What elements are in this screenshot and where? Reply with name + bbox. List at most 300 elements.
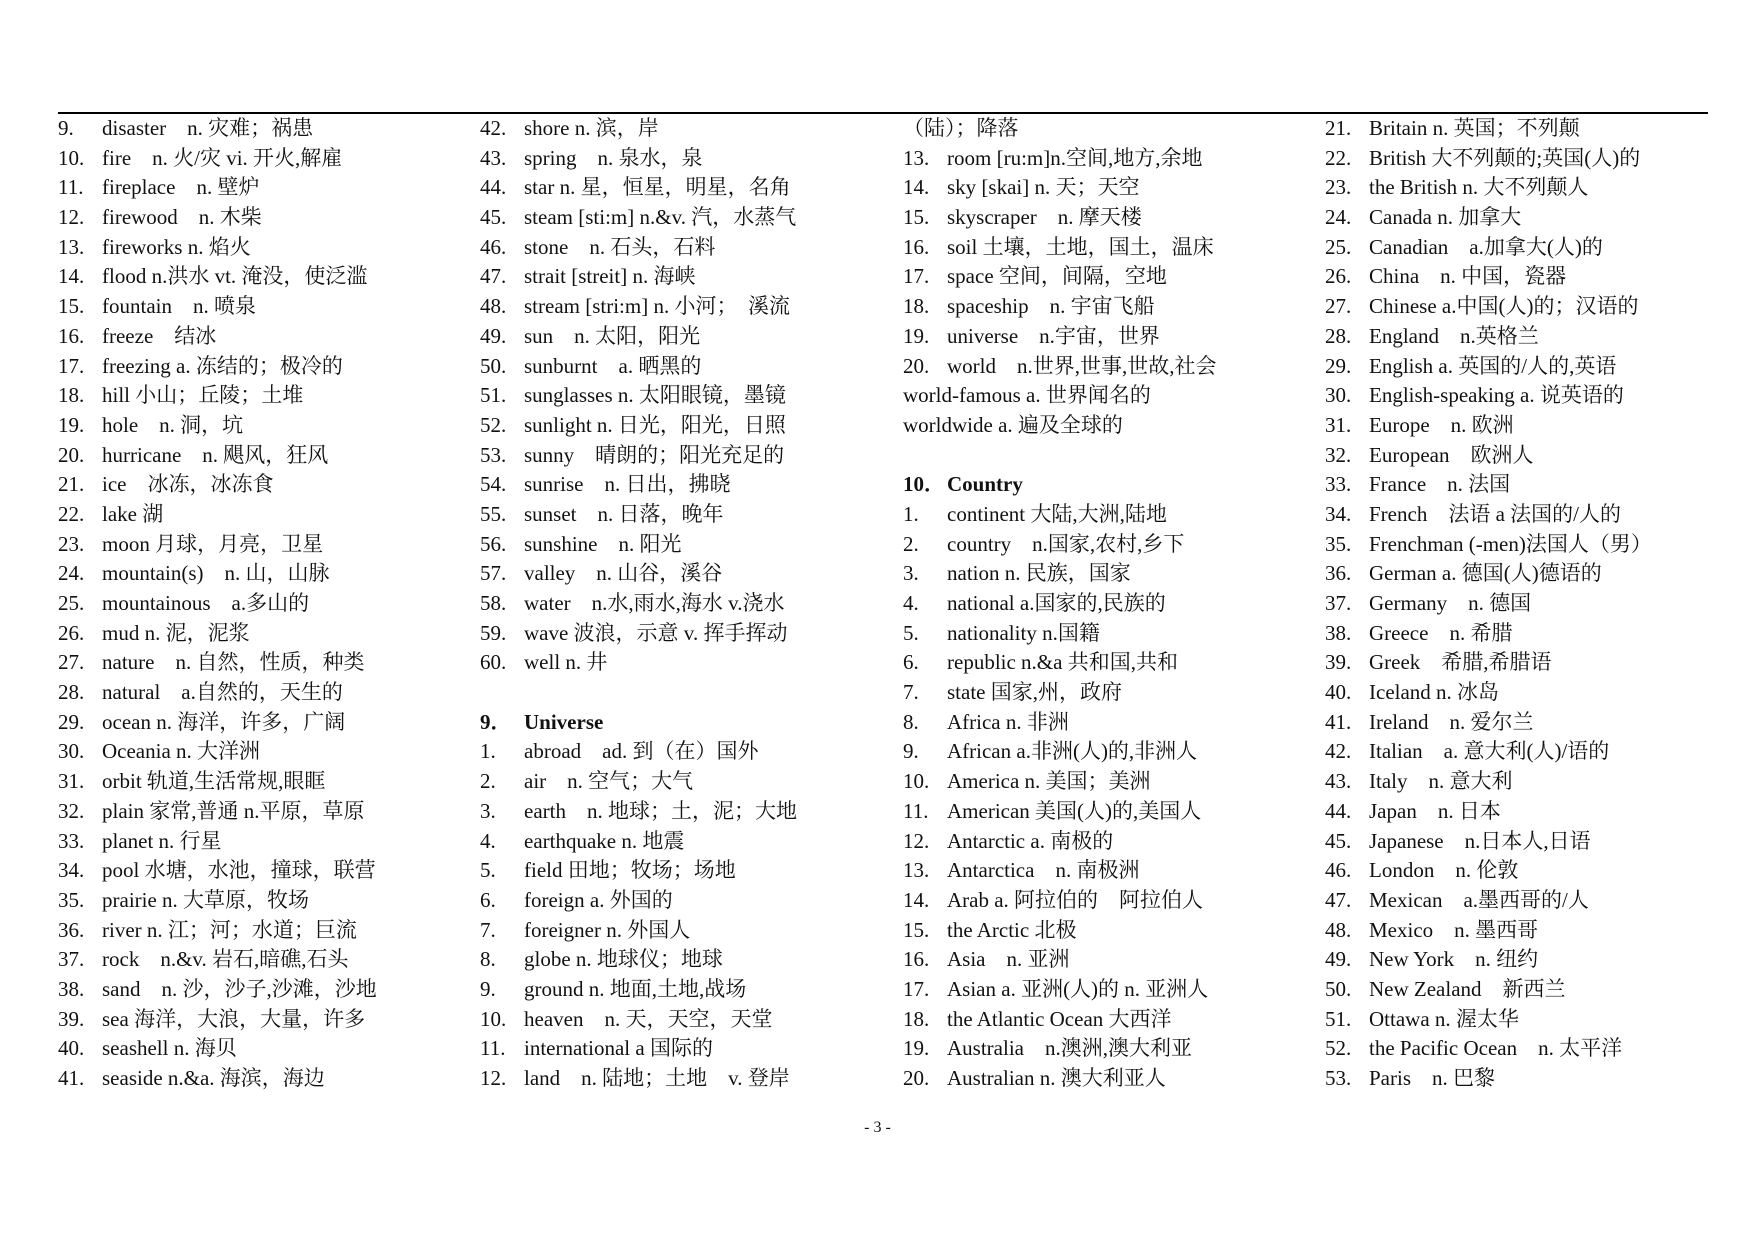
- entry-text: seaside n.&a. 海滨，海边: [102, 1066, 325, 1090]
- vocab-entry: [1325, 589, 1735, 619]
- entry-text: firewood n. 木柴: [102, 205, 262, 230]
- entry-text: sunburnt a. 晒黑的: [524, 353, 702, 378]
- vocab-entry: [58, 1064, 468, 1094]
- entry-number: 1.: [480, 739, 496, 764]
- vocab-entry: [480, 856, 890, 886]
- entry-number: 6.: [903, 650, 919, 675]
- entry-text: foreigner n. 外国人: [524, 917, 691, 942]
- entry-text: universe n.宇宙，世界: [947, 323, 1160, 348]
- entry-text: Greek 希腊,希腊语: [1369, 650, 1552, 675]
- entry-text: nation n. 民族，国家: [947, 561, 1131, 586]
- entry-number: 10.: [480, 1006, 507, 1031]
- entry-text: earth n. 地球；土，泥；大地: [524, 798, 797, 823]
- entry-text: Arab a. 阿拉伯的 阿拉伯人: [947, 887, 1204, 912]
- entry-text: steam [sti:m] n.&v. 汽，水蒸气: [524, 205, 797, 230]
- entry-text: ground n. 地面,土地,战场: [524, 976, 747, 1001]
- entry-text: fireworks n. 焰火: [102, 234, 251, 259]
- vocab-entry: [1325, 233, 1735, 263]
- entry-number: 22.: [1325, 145, 1352, 170]
- entry-number: 43.: [480, 145, 507, 170]
- entry-number: 33.: [58, 828, 85, 853]
- entry-text: European 欧洲人: [1369, 442, 1534, 467]
- entry-number: 9.: [58, 116, 74, 140]
- vocab-entry: [58, 886, 468, 916]
- entry-text: soil 土壤，土地，国土，温床: [947, 234, 1214, 259]
- vocab-entry: [58, 1034, 468, 1064]
- entry-number: 14.: [58, 264, 85, 289]
- vocab-entry: [1325, 856, 1735, 886]
- vocab-entry: [480, 767, 890, 797]
- entry-text: disaster n. 灾难；祸患: [102, 116, 314, 140]
- entry-number: 19.: [58, 412, 85, 437]
- entry-number: 13.: [903, 858, 930, 883]
- entry-text: valley n. 山谷，溪谷: [524, 561, 723, 586]
- entry-number: 10.: [903, 769, 930, 794]
- column-2: [480, 114, 890, 1094]
- entry-text: American 美国(人)的,美国人: [947, 798, 1202, 823]
- entry-text: rock n.&v. 岩石,暗礁,石头: [102, 947, 349, 972]
- entry-text: the Pacific Ocean n. 太平洋: [1369, 1036, 1623, 1061]
- entry-text: republic n.&a 共和国,共和: [947, 650, 1178, 675]
- vocab-entry: [58, 678, 468, 708]
- vocab-entry: [903, 559, 1313, 589]
- entry-number: 16.: [58, 323, 85, 348]
- entry-text: world-famous a. 世界闻名的: [903, 383, 1151, 408]
- entry-text: natural a.自然的，天生的: [102, 680, 343, 705]
- entry-text: strait [streit] n. 海峡: [524, 264, 696, 289]
- entry-text: Paris n. 巴黎: [1369, 1066, 1495, 1090]
- entry-text: Australia n.澳洲,澳大利亚: [947, 1036, 1192, 1061]
- vocab-entry: [1325, 500, 1735, 530]
- entry-text: international a 国际的: [524, 1036, 713, 1061]
- entry-text: country n.国家,农村,乡下: [947, 531, 1185, 556]
- entry-number: 54.: [480, 472, 507, 497]
- vocab-entry: [480, 292, 890, 322]
- vocab-entry: [480, 737, 890, 767]
- column-4: [1325, 114, 1735, 1094]
- entry-number: 44.: [1325, 798, 1352, 823]
- entry-number: 25.: [1325, 234, 1352, 259]
- vocab-entry: [480, 1064, 890, 1094]
- section-title: Country: [947, 472, 1023, 497]
- vocab-entry: [1325, 916, 1735, 946]
- entry-number: 58.: [480, 591, 507, 615]
- vocab-entry: [58, 322, 468, 352]
- entry-number: 60.: [480, 650, 507, 675]
- blank-line: [480, 678, 890, 708]
- vocab-entry: [903, 827, 1313, 857]
- vocab-entry: [903, 767, 1313, 797]
- entry-number: 55.: [480, 501, 507, 526]
- vocab-entry: [58, 441, 468, 471]
- entry-text: sea 海洋，大浪，大量，许多: [102, 1006, 366, 1031]
- entry-number: 57.: [480, 561, 507, 586]
- entry-text: Chinese a.中国(人)的；汉语的: [1369, 294, 1639, 319]
- entry-text: stream [stri:m] n. 小河； 溪流: [524, 294, 790, 319]
- entry-number: 24.: [58, 561, 85, 586]
- entry-text: mud n. 泥，泥浆: [102, 620, 250, 645]
- entry-text: spaceship n. 宇宙飞船: [947, 294, 1155, 319]
- entry-number: 41.: [58, 1066, 85, 1090]
- vocab-entry: [480, 233, 890, 263]
- entry-number: 17.: [903, 976, 930, 1001]
- vocab-entry: [58, 144, 468, 174]
- vocab-entry: [903, 233, 1313, 263]
- vocab-entry: [903, 1034, 1313, 1064]
- vocab-entry: [903, 1064, 1313, 1094]
- vocab-entry: [1325, 470, 1735, 500]
- entry-number: 46.: [1325, 858, 1352, 883]
- entry-text: foreign a. 外国的: [524, 887, 673, 912]
- entry-number: 12.: [903, 828, 930, 853]
- entry-number: 13.: [903, 145, 930, 170]
- vocab-entry: [1325, 144, 1735, 174]
- entry-number: 20.: [58, 442, 85, 467]
- entry-text: nationality n.国籍: [947, 620, 1100, 645]
- vocab-entry: [903, 203, 1313, 233]
- entry-text: African a.非洲(人)的,非洲人: [947, 739, 1198, 764]
- entry-number: 19.: [903, 1036, 930, 1061]
- vocab-entry: [480, 648, 890, 678]
- vocab-entry: [1325, 114, 1735, 144]
- entry-number: 21.: [1325, 116, 1352, 140]
- vocab-entry: [1325, 292, 1735, 322]
- entry-number: 17.: [58, 353, 85, 378]
- entry-number: 17.: [903, 264, 930, 289]
- column-3: [903, 114, 1313, 1094]
- vocab-entry: [58, 648, 468, 678]
- entry-number: 53.: [480, 442, 507, 467]
- entry-number: 2.: [480, 769, 496, 794]
- entry-text: land n. 陆地；土地 v. 登岸: [524, 1066, 790, 1090]
- entry-text: fountain n. 喷泉: [102, 294, 256, 319]
- vocab-entry: [58, 916, 468, 946]
- vocab-entry: [1325, 322, 1735, 352]
- entry-text: France n. 法国: [1369, 472, 1511, 497]
- entry-number: 4.: [480, 828, 496, 853]
- entry-number: 16.: [903, 234, 930, 259]
- entry-number: 34.: [58, 858, 85, 883]
- vocab-entry: [58, 856, 468, 886]
- vocab-entry: [58, 114, 468, 144]
- vocab-entry: [480, 470, 890, 500]
- entry-text: German a. 德国(人)德语的: [1369, 561, 1602, 586]
- entry-number: 47.: [480, 264, 507, 289]
- section-heading: [903, 470, 1313, 500]
- entry-text: pool 水塘，水池，撞球，联营: [102, 858, 376, 883]
- entry-text: seashell n. 海贝: [102, 1036, 237, 1061]
- vocab-entry: [480, 114, 890, 144]
- entry-number: 40.: [1325, 680, 1352, 705]
- vocab-entry: [480, 173, 890, 203]
- entry-text: flood n.洪水 vt. 淹没，使泛滥: [102, 264, 368, 289]
- vocab-entry: [903, 589, 1313, 619]
- entry-text: moon 月球，月亮，卫星: [102, 531, 324, 556]
- entry-number: 11.: [903, 798, 929, 823]
- entry-text: Britain n. 英国；不列颠: [1369, 116, 1580, 140]
- entry-text: room [ru:m]n.空间,地方,余地: [947, 145, 1203, 170]
- column-1: [58, 114, 468, 1094]
- vocab-entry: [480, 589, 890, 619]
- entry-text: shore n. 滨，岸: [524, 116, 659, 140]
- vocab-entry: [480, 827, 890, 857]
- entry-number: 5.: [480, 858, 496, 883]
- entry-number: 15.: [903, 917, 930, 942]
- entry-text: sun n. 太阳，阳光: [524, 323, 701, 348]
- entry-text: sand n. 沙，沙子,沙滩，沙地: [102, 976, 377, 1001]
- vocab-entry: [903, 737, 1313, 767]
- entry-text: English-speaking a. 说英语的: [1369, 383, 1624, 408]
- entry-text: Antarctic a. 南极的: [947, 828, 1114, 853]
- entry-text: stone n. 石头，石料: [524, 234, 716, 259]
- entry-text: sunshine n. 阳光: [524, 531, 682, 556]
- entry-number: 33.: [1325, 472, 1352, 497]
- vocab-entry: [58, 292, 468, 322]
- entry-text: Ottawa n. 渥太华: [1369, 1006, 1519, 1031]
- entry-text: sky [skai] n. 天；天空: [947, 175, 1140, 200]
- vocab-entry: [480, 352, 890, 382]
- entry-text: fire n. 火/灾 vi. 开火,解雇: [102, 145, 343, 170]
- vocab-entry: [903, 530, 1313, 560]
- vocab-entry: [1325, 945, 1735, 975]
- entry-text: Iceland n. 冰岛: [1369, 680, 1500, 705]
- vocab-entry: [1325, 737, 1735, 767]
- entry-number: 26.: [1325, 264, 1352, 289]
- vocab-entry: [903, 708, 1313, 738]
- entry-text: Oceania n. 大洋洲: [102, 739, 261, 764]
- vocab-entry: [480, 322, 890, 352]
- entry-number: 20.: [903, 1066, 930, 1090]
- entry-number: 8.: [903, 709, 919, 734]
- entry-text: America n. 美国；美洲: [947, 769, 1151, 794]
- entry-text: English a. 英国的/人的,英语: [1369, 353, 1617, 378]
- vocab-entry: [58, 559, 468, 589]
- entry-text: Canadian a.加拿大(人)的: [1369, 234, 1603, 259]
- vocab-entry: [903, 797, 1313, 827]
- entry-text: Ireland n. 爱尔兰: [1369, 709, 1534, 734]
- vocab-entry: [480, 1034, 890, 1064]
- entry-text: Australian n. 澳大利亚人: [947, 1066, 1166, 1090]
- entry-number: 11.: [480, 1036, 506, 1061]
- entry-text: planet n. 行星: [102, 828, 222, 853]
- vocab-entry: [903, 292, 1313, 322]
- entry-text: fireplace n. 壁炉: [102, 175, 260, 200]
- vocab-entry: [58, 767, 468, 797]
- vocab-entry: [58, 945, 468, 975]
- entry-text: hole n. 洞，坑: [102, 412, 244, 437]
- entry-text: star n. 星，恒星，明星，名角: [524, 175, 791, 200]
- vocab-entry: [58, 737, 468, 767]
- entry-number: 31.: [1325, 412, 1352, 437]
- vocab-entry: [1325, 767, 1735, 797]
- vocab-entry: [58, 975, 468, 1005]
- entry-text: the Arctic 北极: [947, 917, 1077, 942]
- entry-number: 21.: [58, 472, 85, 497]
- entry-number: 47.: [1325, 887, 1352, 912]
- entry-text: river n. 江；河；水道；巨流: [102, 917, 357, 942]
- vocab-entry: [1325, 203, 1735, 233]
- entry-text: worldwide a. 遍及全球的: [903, 412, 1123, 437]
- entry-text: Mexico n. 墨西哥: [1369, 917, 1539, 942]
- vocab-entry: [1325, 381, 1735, 411]
- entry-number: 31.: [58, 769, 85, 794]
- entry-number: 48.: [1325, 917, 1352, 942]
- entry-number: 39.: [1325, 650, 1352, 675]
- entry-text: New Zealand 新西兰: [1369, 976, 1566, 1001]
- entry-number: 29.: [58, 709, 85, 734]
- entry-text: globe n. 地球仪；地球: [524, 947, 723, 972]
- vocab-entry: [1325, 559, 1735, 589]
- entry-number: 37.: [1325, 591, 1352, 615]
- entry-number: 51.: [1325, 1006, 1352, 1031]
- entry-number: 18.: [903, 294, 930, 319]
- vocab-entry: [480, 262, 890, 292]
- vocab-entry: [903, 648, 1313, 678]
- entry-number: 50.: [1325, 976, 1352, 1001]
- vocab-continuation: [903, 411, 1313, 441]
- vocab-entry: [58, 262, 468, 292]
- vocab-entry: [903, 886, 1313, 916]
- entry-text: spring n. 泉水，泉: [524, 145, 703, 170]
- entry-text: lake 湖: [102, 501, 164, 526]
- vocab-entry: [903, 352, 1313, 382]
- entry-text: national a.国家的,民族的: [947, 591, 1166, 615]
- entry-number: 8.: [480, 947, 496, 972]
- entry-text: sunglasses n. 太阳眼镜，墨镜: [524, 383, 786, 408]
- vocab-entry: [1325, 1005, 1735, 1035]
- vocab-entry: [58, 1005, 468, 1035]
- vocab-entry: [1325, 262, 1735, 292]
- entry-text: London n. 伦敦: [1369, 858, 1519, 883]
- entry-text: freezing a. 冻结的；极冷的: [102, 353, 343, 378]
- vocab-entry: [480, 559, 890, 589]
- vocab-entry: [480, 797, 890, 827]
- entry-number: 7.: [903, 680, 919, 705]
- entry-text: air n. 空气；大气: [524, 769, 694, 794]
- vocab-entry: [903, 945, 1313, 975]
- entry-text: wave 波浪，示意 v. 挥手挥动: [524, 620, 788, 645]
- entry-number: 10.: [58, 145, 85, 170]
- vocab-entry: [480, 381, 890, 411]
- entry-text: heaven n. 天，天空，天堂: [524, 1006, 773, 1031]
- vocab-entry: [480, 886, 890, 916]
- entry-number: 34.: [1325, 501, 1352, 526]
- entry-text: sunrise n. 日出，拂晓: [524, 472, 731, 497]
- vocab-continuation: [903, 114, 1313, 144]
- vocab-entry: [58, 173, 468, 203]
- entry-text: space 空间，间隔，空地: [947, 264, 1167, 289]
- section-heading: [480, 708, 890, 738]
- vocab-entry: [58, 619, 468, 649]
- vocab-continuation: [903, 381, 1313, 411]
- entry-number: 30.: [58, 739, 85, 764]
- entry-number: 15.: [58, 294, 85, 319]
- entry-text: Japan n. 日本: [1369, 798, 1501, 823]
- vocab-entry: [480, 411, 890, 441]
- vocab-entry: [58, 411, 468, 441]
- vocab-entry: [58, 470, 468, 500]
- entry-number: 27.: [1325, 294, 1352, 319]
- entry-text: Asian a. 亚洲(人)的 n. 亚洲人: [947, 976, 1209, 1001]
- entry-number: 27.: [58, 650, 85, 675]
- entry-text: water n.水,雨水,海水 v.浇水: [524, 591, 785, 615]
- vocab-entry: [480, 500, 890, 530]
- entry-number: 52.: [1325, 1036, 1352, 1061]
- entry-number: 32.: [1325, 442, 1352, 467]
- vocab-entry: [58, 233, 468, 263]
- vocab-entry: [480, 945, 890, 975]
- entry-text: China n. 中国，瓷器: [1369, 264, 1567, 289]
- entry-number: 7.: [480, 917, 496, 942]
- vocab-entry: [903, 322, 1313, 352]
- entry-number: 29.: [1325, 353, 1352, 378]
- entry-number: 51.: [480, 383, 507, 408]
- vocab-entry: [903, 975, 1313, 1005]
- entry-number: 15.: [903, 205, 930, 230]
- entry-number: 24.: [1325, 205, 1352, 230]
- vocab-entry: [58, 381, 468, 411]
- entry-number: 22.: [58, 501, 85, 526]
- vocab-entry: [1325, 352, 1735, 382]
- vocab-entry: [903, 856, 1313, 886]
- vocab-entry: [58, 797, 468, 827]
- vocab-entry: [480, 441, 890, 471]
- entry-number: 25.: [58, 591, 85, 615]
- vocab-entry: [1325, 1064, 1735, 1094]
- entry-number: 12.: [480, 1066, 507, 1090]
- vocab-entry: [903, 678, 1313, 708]
- entry-text: the British n. 大不列颠人: [1369, 175, 1589, 200]
- entry-number: 39.: [58, 1006, 85, 1031]
- entry-number: 52.: [480, 412, 507, 437]
- entry-text: ice 冰冻，冰冻食: [102, 472, 274, 497]
- vocab-entry: [1325, 827, 1735, 857]
- vocab-entry: [1325, 411, 1735, 441]
- entry-number: 35.: [1325, 531, 1352, 556]
- entry-text: mountain(s) n. 山，山脉: [102, 561, 330, 586]
- entry-text: Japanese n.日本人,日语: [1369, 828, 1591, 853]
- entry-number: 19.: [903, 323, 930, 348]
- entry-number: 3.: [480, 798, 496, 823]
- vocab-entry: [1325, 619, 1735, 649]
- entry-text: Asia n. 亚洲: [947, 947, 1070, 972]
- entry-number: 14.: [903, 175, 930, 200]
- entry-number: 14.: [903, 887, 930, 912]
- vocab-entry: [58, 500, 468, 530]
- entry-text: field 田地；牧场；场地: [524, 858, 736, 883]
- entry-number: 30.: [1325, 383, 1352, 408]
- vocab-entry: [480, 916, 890, 946]
- entry-number: 49.: [1325, 947, 1352, 972]
- entry-number: 10．: [903, 472, 945, 497]
- entry-text: England n.英格兰: [1369, 323, 1539, 348]
- entry-number: 23.: [1325, 175, 1352, 200]
- entry-number: 41.: [1325, 709, 1352, 734]
- entry-text: Frenchman (-men)法国人（男）: [1369, 531, 1652, 556]
- vocabulary-columns: [58, 114, 1708, 1104]
- vocab-entry: [903, 1005, 1313, 1035]
- entry-text: orbit 轨道,生活常规,眼眶: [102, 769, 326, 794]
- entry-text: ocean n. 海洋，许多，广阔: [102, 709, 346, 734]
- vocab-entry: [1325, 678, 1735, 708]
- vocab-entry: [1325, 441, 1735, 471]
- entry-number: 36.: [1325, 561, 1352, 586]
- entry-number: 18.: [903, 1006, 930, 1031]
- entry-number: 1.: [903, 501, 919, 526]
- entry-number: 26.: [58, 620, 85, 645]
- vocab-entry: [1325, 648, 1735, 678]
- entry-number: 48.: [480, 294, 507, 319]
